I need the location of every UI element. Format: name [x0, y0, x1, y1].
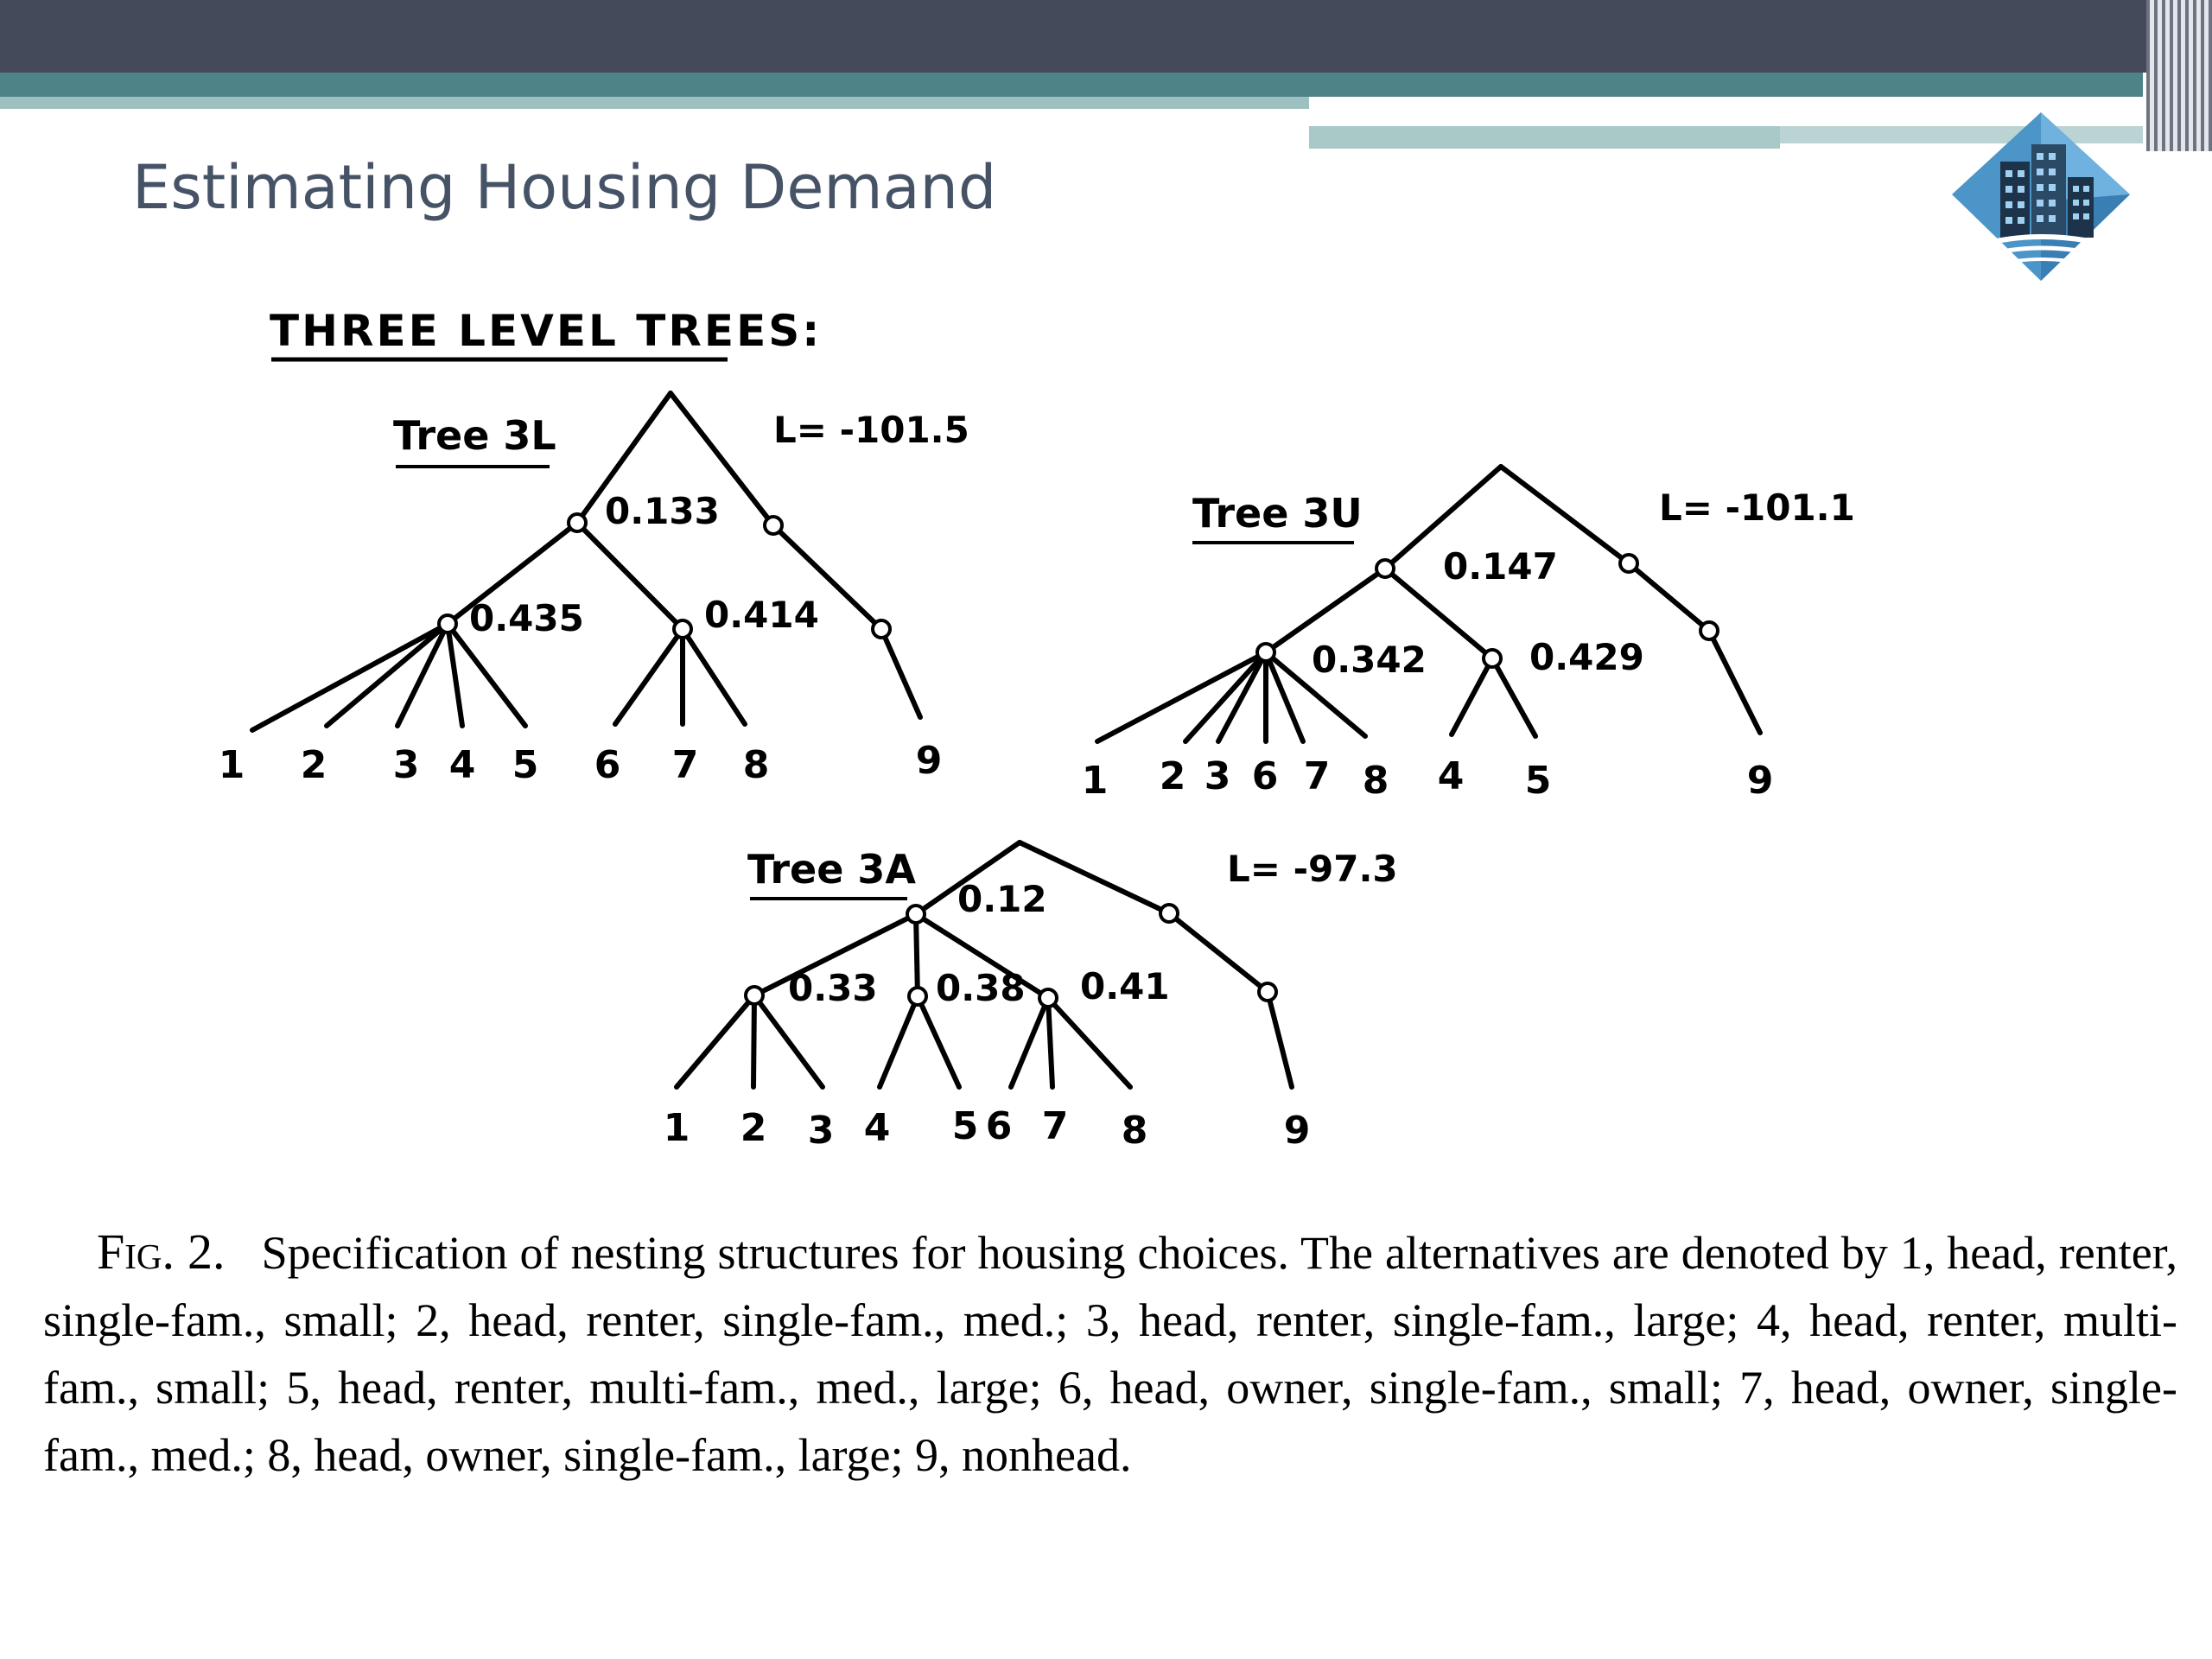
leaf-label: 1	[218, 743, 245, 787]
leaf-label: 3	[1204, 754, 1231, 798]
leaf-label: 3	[807, 1109, 835, 1153]
leaf-label: 2	[1159, 754, 1186, 798]
figure-caption-text: Specification of nesting structures for housing choices. The alternatives are denoted by 1, head, renter, single-fam., small; 2, head, renter, single-fam., med.; 3, head, renter, single-fam., large; 4, head, renter, multi-fam., small; 5, head, renter, multi-fam., med., large; 6, head, owner, single-fam., small; 7, head, owner, single-fam., med.; 8, head, owner, single-fam., large; 9, nonhead.	[43, 1227, 2177, 1481]
leaf-label: 7	[1303, 754, 1331, 798]
header-bar	[0, 0, 2212, 73]
leaf-label: 1	[663, 1106, 690, 1150]
tree-likelihood: L= -101.1	[1659, 486, 1855, 529]
nest-coefficient: 0.38	[936, 967, 1026, 1009]
tree-3l	[219, 393, 969, 787]
nest-coefficient: 0.342	[1312, 639, 1427, 681]
nest-coefficient: 0.435	[469, 597, 584, 639]
nest-coefficient: 0.12	[957, 878, 1047, 920]
nesting-trees-figure	[0, 285, 2212, 1166]
nest-coefficient: 0.147	[1443, 545, 1558, 588]
tree-label: Tree 3L	[393, 412, 556, 459]
figure-heading: THREE LEVEL TREES:	[270, 306, 823, 356]
nest-coefficient: 0.429	[1529, 636, 1644, 678]
leaf-label: 4	[1437, 754, 1465, 798]
nest-coefficient: 0.41	[1080, 965, 1170, 1007]
leaf-label: 8	[1121, 1109, 1148, 1153]
figure-caption-label: Fig. 2.	[97, 1224, 226, 1280]
header-stripe	[0, 73, 2143, 97]
tree-likelihood: L= -101.5	[773, 409, 969, 451]
tree-likelihood: L= -97.3	[1227, 848, 1398, 890]
leaf-label: 9	[1283, 1109, 1311, 1153]
leaf-label: 5	[1524, 759, 1552, 803]
leaf-label: 6	[1251, 754, 1279, 798]
figure-caption	[43, 1218, 2177, 1489]
tree-3u	[1082, 467, 1855, 803]
leaf-label: 9	[915, 739, 943, 783]
nest-coefficient: 0.414	[704, 594, 819, 636]
leaf-label: 5	[951, 1104, 979, 1148]
leaf-label: 6	[985, 1104, 1013, 1148]
header-stripe-light	[0, 97, 1309, 109]
leaf-label: 7	[1041, 1104, 1069, 1148]
leaf-label: 6	[594, 743, 621, 787]
header-vertical-lines	[2146, 0, 2212, 151]
leaf-label: 8	[1362, 759, 1389, 803]
leaf-label: 7	[671, 743, 699, 787]
nest-coefficient: 0.133	[605, 490, 720, 532]
leaf-label: 4	[448, 743, 476, 787]
slide-title: Estimating Housing Demand	[132, 152, 997, 223]
tree-label: Tree 3A	[747, 846, 917, 893]
leaf-label: 1	[1081, 759, 1109, 803]
leaf-label: 9	[1746, 759, 1774, 803]
city-building-icon	[1948, 108, 2134, 289]
nest-coefficient: 0.33	[788, 967, 878, 1009]
leaf-label: 5	[512, 743, 539, 787]
leaf-label: 3	[392, 743, 420, 787]
tree-3a	[664, 842, 1398, 1153]
tree-label: Tree 3U	[1192, 490, 1363, 537]
leaf-label: 2	[740, 1106, 767, 1150]
header-stripe-right	[1309, 126, 1780, 149]
leaf-label: 2	[300, 743, 327, 787]
leaf-label: 4	[863, 1106, 891, 1150]
leaf-label: 8	[742, 743, 770, 787]
